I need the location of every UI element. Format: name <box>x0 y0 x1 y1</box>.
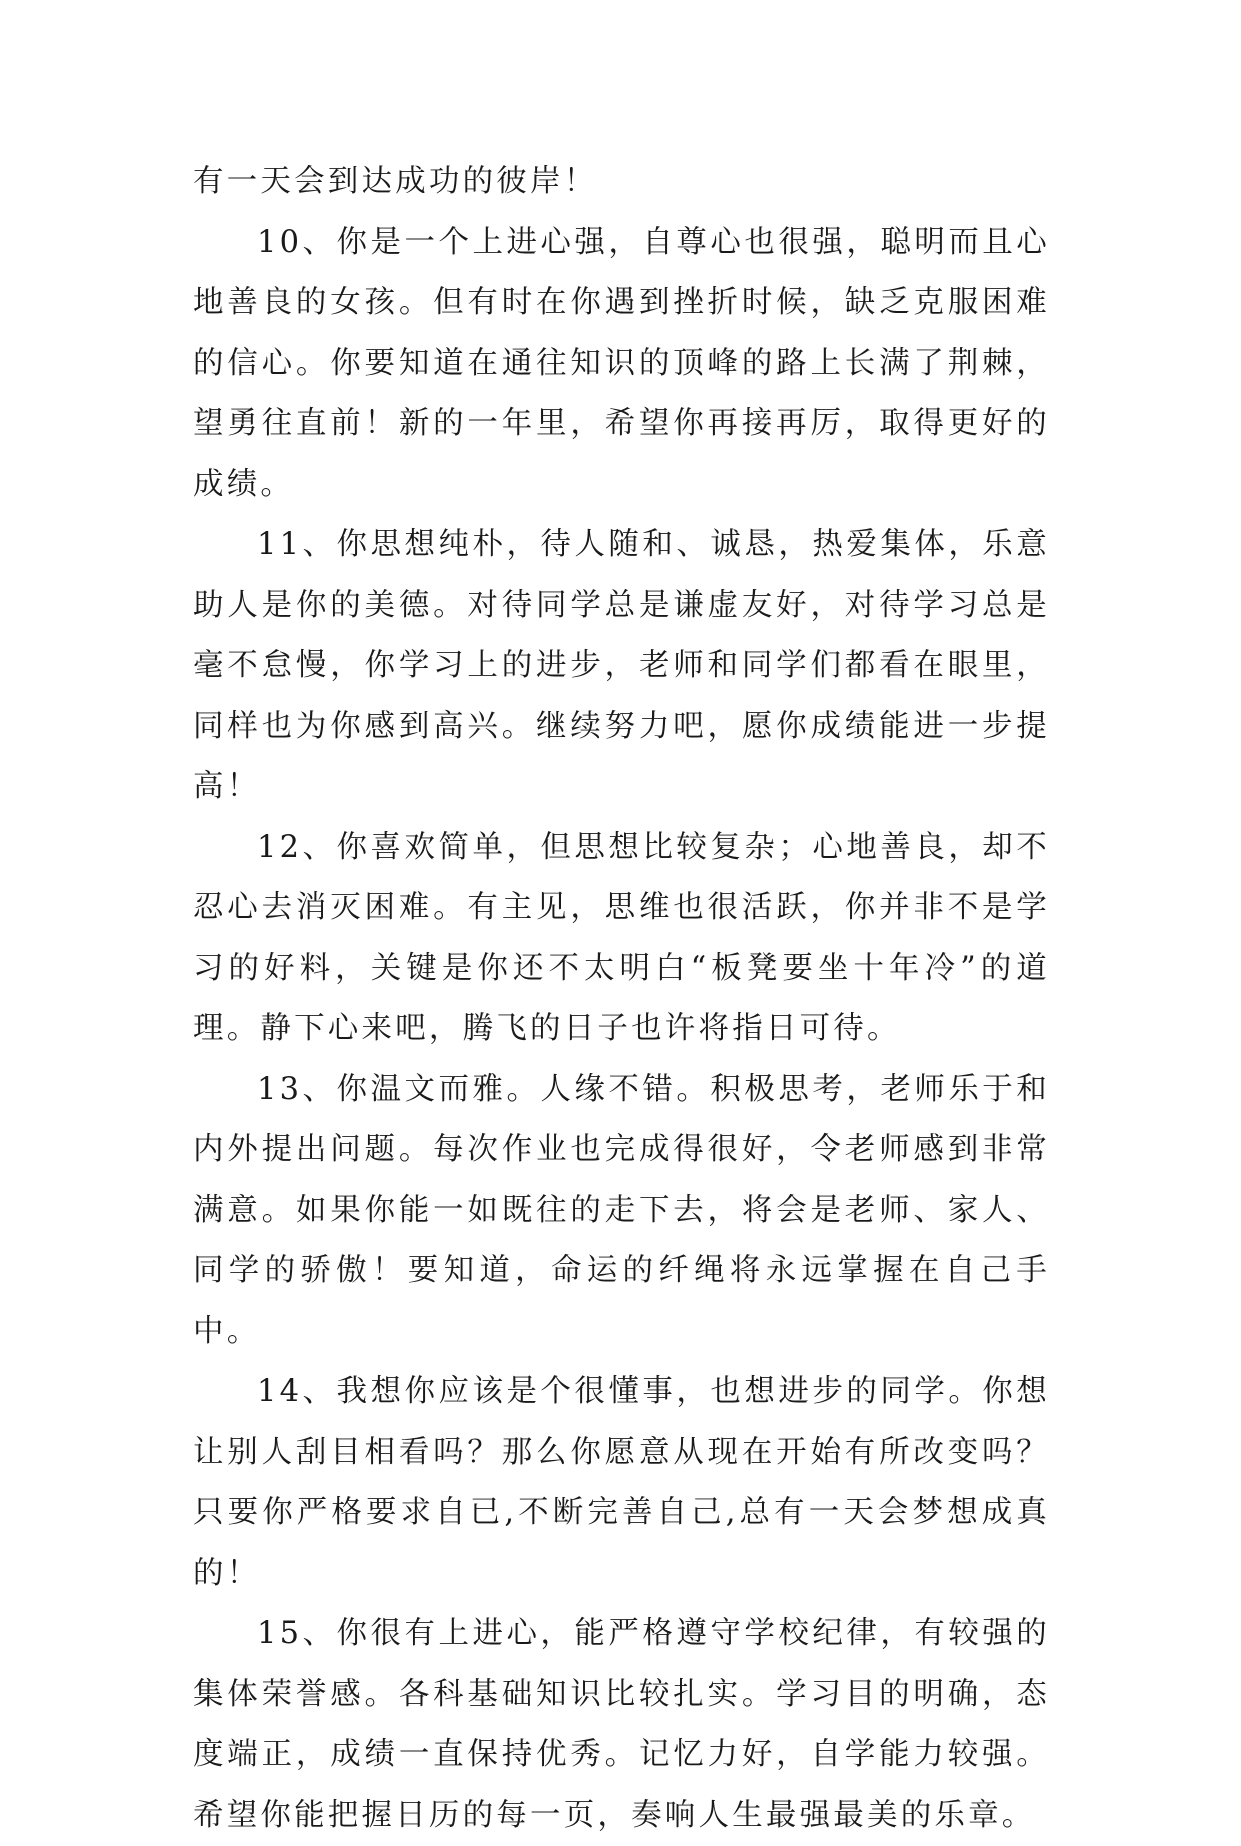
paragraph-comment-10: 10、你是一个上进心强，自尊心也很强，聪明而且心地善良的女孩。但有时在你遇到挫折时候，缺乏克服困难的信心。你要知道在通往知识的顶峰的路上长满了荆棘，望勇往直前！新的一年里，希望你再接再厉，取得更好的成绩。 <box>193 224 1050 502</box>
paragraph-continuation: 有一天会到达成功的彼岸！ <box>193 164 598 199</box>
document-body <box>193 152 1050 1846</box>
paragraph-comment-12: 12、你喜欢简单，但思想比较复杂；心地善良，却不忍心去消灭困难。有主见，思维也很活跃，你并非不是学习的好料，关键是你还不太明白“板凳要坐十年冷”的道理。静下心来吧，腾飞的日子也许将指日可待。 <box>193 829 1050 1046</box>
paragraph-comment-14: 14、我想你应该是个很懂事，也想进步的同学。你想让别人刮目相看吗？那么你愿意从现在开始有所改变吗？只要你严格要求自已,不断完善自己,总有一天会梦想成真的！ <box>193 1374 1050 1591</box>
paragraph-comment-13: 13、你温文而雅。人缘不错。积极思考，老师乐于和内外提出问题。每次作业也完成得很好，令老师感到非常满意。如果你能一如既往的走下去，将会是老师、家人、同学的骄傲！要知道，命运的纤绳将永远掌握在自己手中。 <box>193 1071 1050 1349</box>
paragraph-comment-11: 11、你思想纯朴，待人随和、诚恳，热爱集体，乐意助人是你的美德。对待同学总是谦虚友好，对待学习总是毫不怠慢，你学习上的进步，老师和同学们都看在眼里，同样也为你感到高兴。继续努力吧，愿你成绩能进一步提高！ <box>193 527 1050 804</box>
paragraph-comment-15: 15、你很有上进心，能严格遵守学校纪律，有较强的集体荣誉感。各科基础知识比较扎实。学习目的明确，态度端正，成绩一直保持优秀。记忆力好，自学能力较强。希望你能把握日历的每一页，奏响人生最强最美的乐章。 <box>193 1616 1050 1833</box>
